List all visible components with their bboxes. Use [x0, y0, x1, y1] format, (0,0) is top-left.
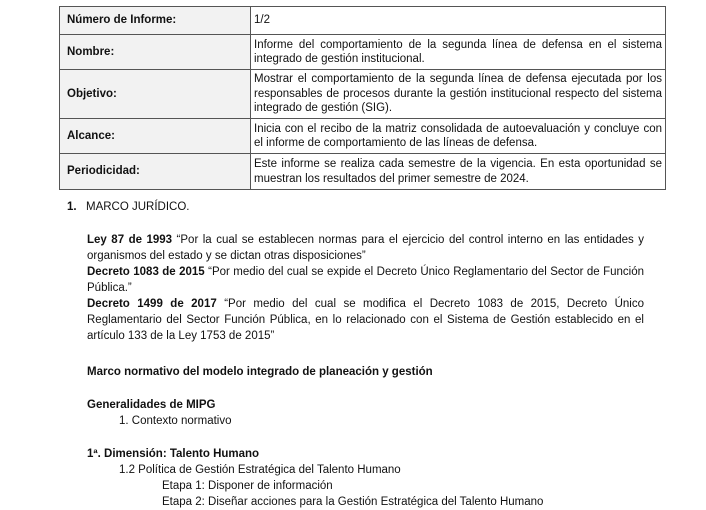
section-number: 1.: [67, 201, 77, 213]
row-label: Objetivo:: [60, 70, 251, 119]
law-text: “Por medio del cual se modifica el Decreto 1083 de 2015, Decreto Único Reglamentario del Sector Función Pública, en lo relacionado con el Sistema de Gestión establecido en el artículo 133 de la Ley 1753 de 2015”: [87, 298, 644, 342]
law-text: “Por la cual se establecen normas para el ejercicio del control interno en las entidades y organismos del estado y se dictan otras disposiciones”: [87, 234, 644, 262]
row-label: Nombre:: [60, 35, 251, 70]
law-name: Ley 87 de 1993: [87, 234, 173, 246]
law-name: Decreto 1083 de 2015: [87, 266, 205, 278]
dimension-heading: 1ª. Dimensión: Talento Humano: [87, 448, 260, 460]
table-row: [60, 35, 666, 70]
table-row: [60, 7, 666, 35]
section-title: MARCO JURÍDICO.: [86, 201, 190, 213]
subheading-marco-normativo: Marco normativo del modelo integrado de planeación y gestión: [87, 366, 433, 378]
row-label: Alcance:: [60, 119, 251, 154]
row-label: Número de Informe:: [60, 7, 251, 35]
table-row: [60, 119, 666, 154]
law-paragraph: [87, 232, 644, 264]
report-info-table: [59, 6, 666, 190]
section-heading: [67, 199, 190, 215]
row-value: 1/2: [251, 7, 666, 35]
list-item: 1. Contexto normativo: [119, 415, 232, 427]
law-text: “Por medio del cual se expide el Decreto Único Reglamentario del Sector de Función Pública.”: [87, 266, 645, 294]
table-row: [60, 70, 666, 119]
law-paragraph: [87, 296, 644, 344]
policy-item: 1.2 Política de Gestión Estratégica del Talento Humano: [119, 464, 401, 476]
row-value: Inicia con el recibo de la matriz consolidada de autoevaluación y concluye con el informe de comportamiento de las líneas de defensa.: [251, 119, 666, 154]
table-row: [60, 154, 666, 190]
row-label: Periodicidad:: [60, 154, 251, 190]
stage-item: Etapa 1: Disponer de información: [162, 480, 333, 492]
row-value: Informe del comportamiento de la segunda línea de defensa en el sistema integrado de gestión institucional.: [251, 35, 666, 70]
row-value: Mostrar el comportamiento de la segunda línea de defensa ejecutada por los responsables de procesos durante la gestión institucional respecto del sistema integrado de gestión (SIG).: [251, 70, 666, 119]
stage-item: Etapa 2: Diseñar acciones para la Gestión Estratégica del Talento Humano: [162, 496, 544, 508]
row-value: Este informe se realiza cada semestre de la vigencia. En esta oportunidad se muestran los resultados del primer semestre de 2024.: [251, 154, 666, 190]
law-name: Decreto 1499 de 2017: [87, 298, 217, 310]
law-paragraph: [87, 264, 644, 296]
subheading-generalidades: Generalidades de MIPG: [87, 399, 216, 411]
